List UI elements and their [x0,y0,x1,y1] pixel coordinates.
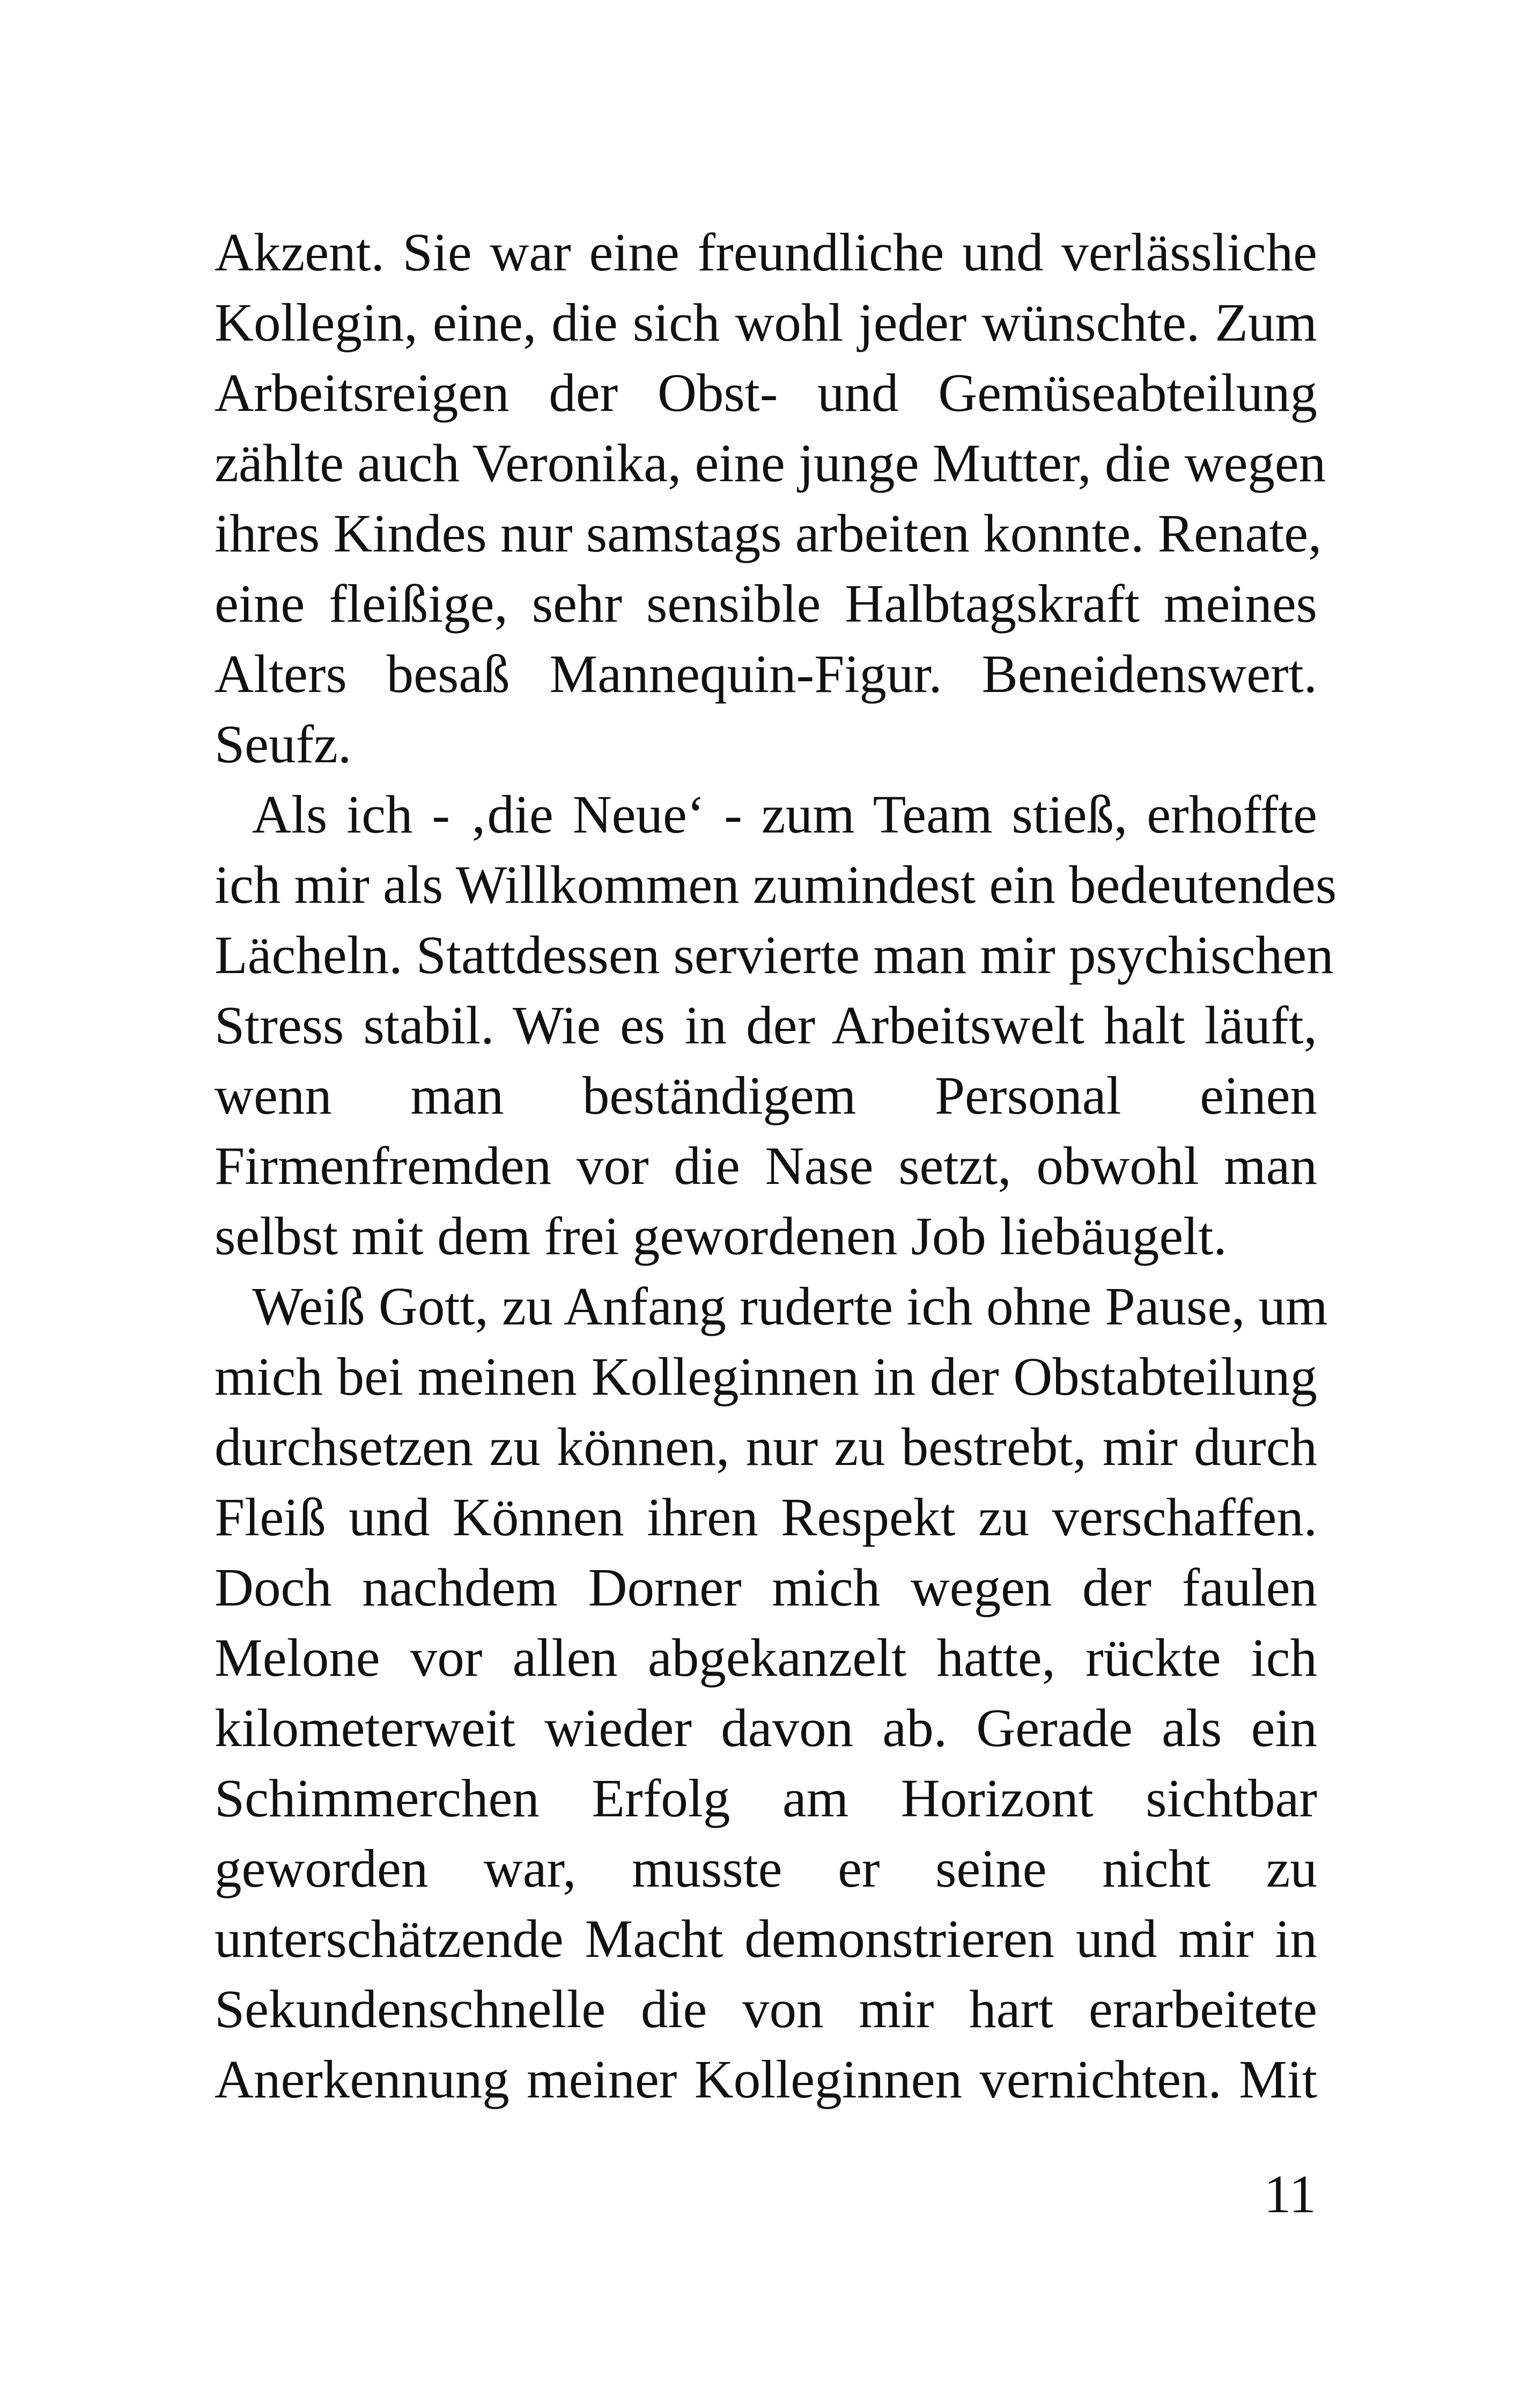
text-line: geworden war, musste er seine nicht zu [215,1838,1317,1898]
text-line: ich mir als Willkommen zumindest ein bedeutendes [215,855,1337,915]
text-line: Seufz. [215,714,352,774]
text-line: Arbeitsreigen der Obst- und Gemüseabteilung [215,363,1317,423]
text-line: Stress stabil. Wie es in der Arbeitswelt halt läuft, [215,995,1317,1055]
text-line: Akzent. Sie war eine freundliche und verlässliche [215,222,1317,282]
text-line: Anerkennung meiner Kolleginnen vernichten. Mit [215,2049,1317,2109]
text-line: selbst mit dem frei gewordenen Job liebäugelt. [215,1206,1227,1266]
text-line: unterschätzende Macht demonstrieren und mir in [215,1909,1317,1969]
text-line: Als ich - ‚die Neue‘ - zum Team stieß, erhoffte [252,784,1317,844]
text-line: Weiß Gott, zu Anfang ruderte ich ohne Pause, um [252,1276,1328,1336]
paragraph [215,217,1326,779]
text-line: Lächeln. Stattdessen servierte man mir psychischen [215,925,1334,985]
page-number: 11 [1264,2164,1316,2224]
text-line: kilometerweit wieder davon ab. Gerade als ein [215,1698,1317,1758]
text-line: Sekundenschnelle die von mir hart erarbeitete [215,1979,1317,2039]
paragraph [215,1271,1328,2115]
text-line: mich bei meinen Kolleginnen in der Obstabteilung [215,1346,1317,1406]
body-text [215,217,1337,2115]
text-line: Fleiß und Können ihren Respekt zu verschaffen. [215,1487,1317,1547]
text-line: Schimmerchen Erfolg am Horizont sichtbar [215,1768,1317,1828]
text-line: eine fleißige, sehr sensible Halbtagskraft meines [215,573,1317,634]
text-line: ihres Kindes nur samstags arbeiten konnte. Renate, [215,503,1322,563]
text-line: Alters besaß Mannequin-Figur. Beneidenswert. [215,644,1317,704]
paragraph [215,779,1337,1271]
text-line: Kollegin, eine, die sich wohl jeder wünschte. Zum [215,292,1317,352]
text-line: Melone vor allen abgekanzelt hatte, rückte ich [215,1628,1317,1688]
text-line: zählte auch Veronika, eine junge Mutter, die wegen [215,433,1326,493]
text-line: wenn man beständigem Personal einen [215,1065,1317,1125]
text-line: Doch nachdem Dorner mich wegen der faulen [215,1557,1317,1617]
text-line: Firmenfremden vor die Nase setzt, obwohl man [215,1136,1317,1196]
text-line: durchsetzen zu können, nur zu bestrebt, mir durch [215,1417,1317,1477]
